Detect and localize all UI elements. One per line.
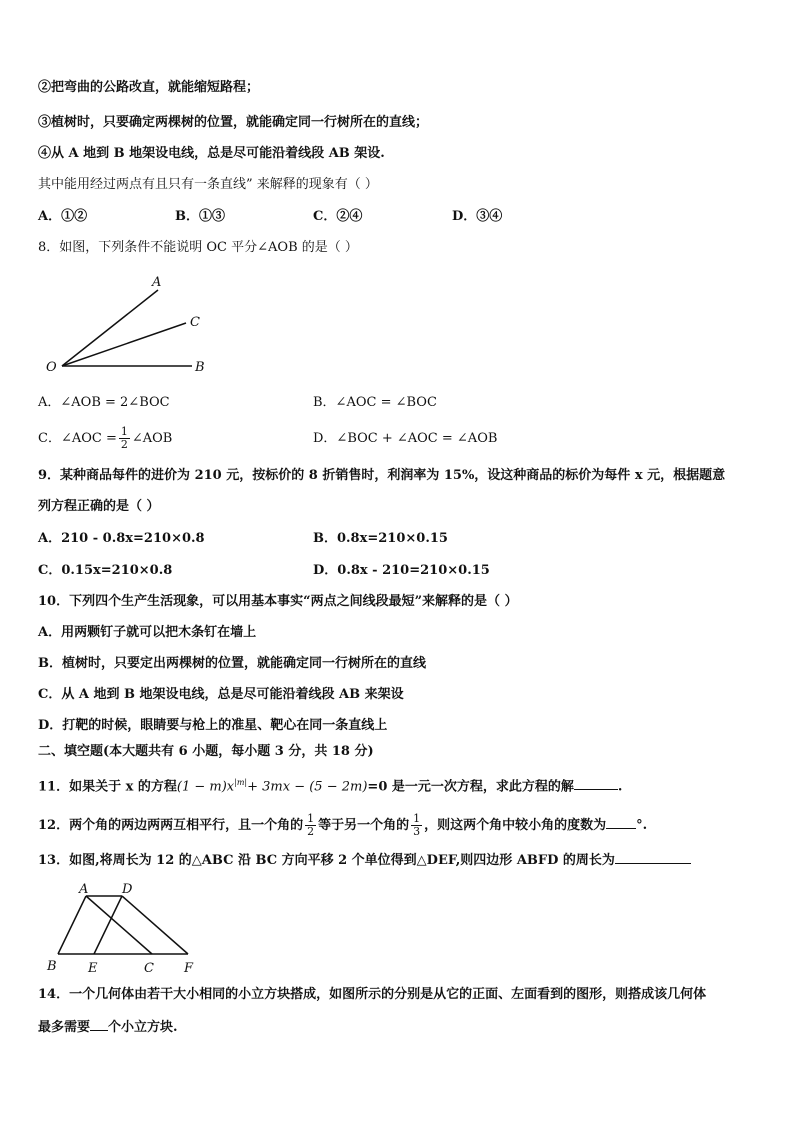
q8-option-c-num: 1 [120, 425, 128, 438]
q8-option-c-den: 2 [120, 438, 128, 451]
q12-post: ，则这两个角中较小角的度数为 [424, 818, 607, 833]
q12-f1-den: 2 [307, 825, 315, 838]
q12-mid: 等于另一个角的 [318, 818, 410, 833]
q8-option-b: B．∠AOC = ∠BOC [313, 395, 437, 410]
q8-label-b: B [195, 360, 205, 375]
q8-option-c [38, 424, 172, 454]
q8-angle-figure [40, 270, 220, 380]
q11 [38, 773, 622, 797]
q10-option-a: A．用两颗钉子就可以把木条钉在墙上 [38, 625, 257, 640]
q10-stem: 10．下列四个生产生活现象，可以用基本事实“两点之间线段最短”来解释的是（ ） [38, 594, 518, 609]
q8-option-c-pre: C．∠AOC = [38, 431, 117, 446]
q8-option-c-post: ∠AOB [131, 431, 173, 446]
q7-option-c: C．②④ [313, 209, 363, 224]
q9-option-b: B．0.8x=210×0.15 [313, 531, 448, 546]
q11-exponent: |m| [234, 778, 248, 787]
q13-label-d: D [122, 882, 133, 897]
q14-answer-blank[interactable] [90, 1030, 108, 1031]
q7-option-a: A．①② [38, 209, 88, 224]
q13-label-b: B [47, 959, 57, 974]
q12-answer-blank[interactable] [606, 828, 636, 829]
q13-label-f: F [184, 961, 194, 976]
q13-label-e: E [88, 961, 98, 976]
q12-f2-den: 3 [413, 825, 421, 838]
q12-f2-num: 1 [413, 812, 421, 825]
q7-item-2: ②把弯曲的公路改直，就能缩短路程； [38, 80, 260, 95]
q7-question: 其中能用经过两点有且只有一条直线” 来解释的现象有（ ） [38, 177, 378, 192]
q13-translation-figure [42, 880, 202, 978]
q13 [38, 851, 691, 871]
q11-answer-blank[interactable] [574, 789, 618, 790]
q9-stem-line1: 9．某种商品每件的进价为 210 元，按标价的 8 折销售时，利润率为 15%，设这种商品的标价为每件 x 元，根据题意 [38, 468, 726, 483]
q11-pre: 11．如果关于 x 的方程 [38, 779, 177, 795]
q8-stem: 8．如图，下列条件不能说明 OC 平分∠AOB 的是（ ） [38, 240, 358, 255]
q8-option-c-fraction [119, 426, 130, 451]
q8-label-c: C [190, 315, 200, 330]
q8-label-a: A [152, 275, 162, 290]
q12-fraction-1 [305, 813, 316, 838]
q8-option-a: A．∠AOB = 2∠BOC [38, 395, 170, 410]
q13-answer-blank[interactable] [615, 863, 691, 864]
q13-label-c: C [144, 961, 154, 976]
q11-end: . [617, 779, 623, 795]
q7-item-4: ④从 A 地到 B 地架设电线，总是尽可能沿着线段 AB 架设. [38, 146, 385, 161]
q11-expr2: + 3mx − (5 − 2m) [247, 779, 368, 795]
q10-option-b: B．植树时，只要定出两棵树的位置，就能确定同一行树所在的直线 [38, 656, 426, 671]
q14-line2-pre: 最多需要 [38, 1020, 91, 1035]
q7-item-3: ③植树时，只要确定两棵树的位置，就能确定同一行树所在的直线； [38, 115, 429, 130]
q13-stem: 13．如图,将周长为 12 的△ABC 沿 BC 方向平移 2 个单位得到△DEF,则四边形 ABFD 的周长为 [38, 853, 615, 868]
q14-line2-post: 个小立方块. [108, 1020, 178, 1035]
q14-line1: 14．一个几何体由若干大小相同的小立方块搭成，如图所示的分别是从它的正面、左面看到的图形，则搭成该几何体 [38, 987, 707, 1002]
q9-option-d: D．0.8x - 210=210×0.15 [313, 563, 490, 578]
q11-expr: (1 − m)x [176, 779, 235, 795]
section-2-heading: 二、填空题(本大题共有 6 小题，每小题 3 分，共 18 分) [38, 744, 374, 759]
q8-option-d: D．∠BOC + ∠AOC = ∠AOB [313, 431, 498, 446]
q7-option-d: D．③④ [452, 209, 503, 224]
q12-fraction-2 [411, 813, 422, 838]
q8-label-o: O [46, 360, 57, 375]
q12-f1-num: 1 [307, 812, 315, 825]
q9-stem-line2: 列方程正确的是（ ） [38, 499, 160, 514]
q14-line2 [38, 1018, 178, 1038]
q13-label-a: A [79, 882, 89, 897]
q9-option-a: A．210 - 0.8x=210×0.8 [38, 531, 205, 546]
q10-option-d: D．打靶的时候，眼睛要与枪上的准星、靶心在同一条直线上 [38, 718, 388, 733]
q7-option-b: B．①③ [175, 209, 225, 224]
q12-end: °. [636, 818, 648, 833]
q12-pre: 12．两个角的两边两两互相平行，且一个角的 [38, 818, 304, 833]
q9-option-c: C．0.15x=210×0.8 [38, 563, 173, 578]
q12 [38, 810, 647, 842]
q11-post: =0 是一元一次方程，求此方程的解 [367, 779, 574, 795]
q10-option-c: C．从 A 地到 B 地架设电线，总是尽可能沿着线段 AB 来架设 [38, 687, 404, 702]
